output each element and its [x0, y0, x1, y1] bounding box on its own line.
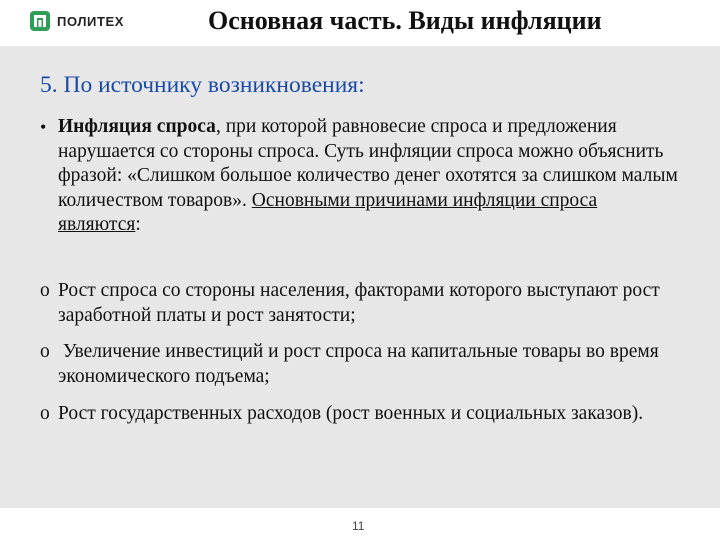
sub-item-marker: o — [40, 403, 50, 424]
logo-text: ПОЛИТЕХ — [57, 13, 125, 29]
sub-item-1 — [40, 279, 680, 328]
underlined-causes: Основными причинами инфляции спроса являются — [58, 189, 598, 235]
slide-footer — [0, 508, 720, 540]
slide-title: Основная часть. Виды инфляции — [208, 6, 602, 35]
sub-item-marker: o — [40, 280, 50, 301]
sub-item-text: Увеличение инвестиций и рост спроса на капитальные товары во время экономического подъема; — [58, 341, 664, 387]
bullet-text — [58, 115, 680, 238]
slide-header — [0, 0, 720, 46]
politech-logo-icon — [30, 11, 50, 31]
sub-item-text: Рост государственных расходов (рост военных и социальных заказов). — [58, 403, 644, 424]
bold-term: Инфляция спроса — [58, 116, 216, 137]
sub-item-marker: o — [40, 341, 50, 362]
bullet-text-end: : — [135, 214, 141, 235]
bullet-marker: • — [40, 117, 47, 137]
bullet-text-part1: , при которой равновесие спроса и предложения нарушается со стороны спроса. Суть инфляции спроса можно объяснить фразой: «Слишком большое количество денег охотятся за слишком малым количеством товаров». — [58, 116, 678, 211]
politech-logo — [30, 11, 124, 31]
sub-item-2 — [40, 340, 680, 389]
section-heading: 5. По источнику возникновения: — [40, 72, 365, 98]
sub-item-text: Рост спроса со стороны населения, факторами которого выступают рост заработной платы и рост занятости; — [58, 280, 660, 326]
main-bullet — [40, 115, 680, 238]
sub-item-3 — [40, 402, 680, 427]
page-number: 11 — [352, 519, 365, 533]
slide-content — [0, 46, 720, 508]
